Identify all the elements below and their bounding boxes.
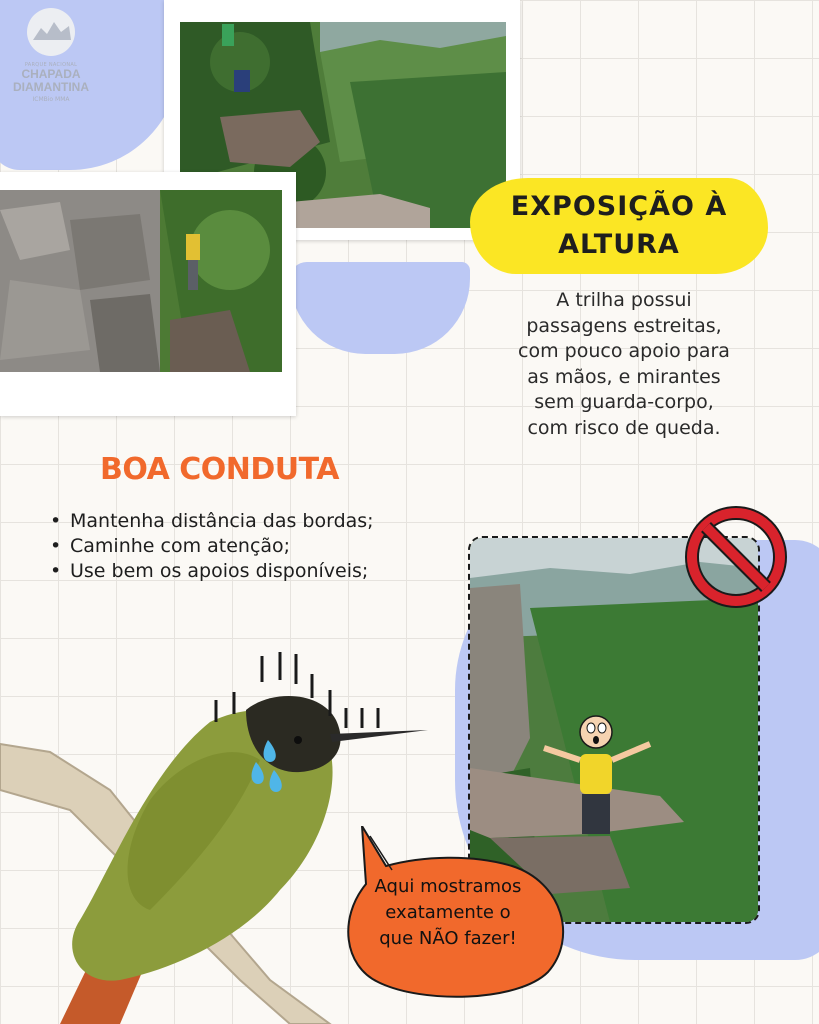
description-text xyxy=(478,288,770,441)
description-line: passagens estreitas, xyxy=(526,314,722,337)
title-line1: EXPOSIÇÃO À xyxy=(510,191,728,222)
description-line: as mãos, e mirantes xyxy=(527,365,721,388)
park-logo xyxy=(6,8,96,103)
title-badge xyxy=(470,178,768,274)
bubble-line: Aqui mostramos xyxy=(374,876,522,897)
title-line2: ALTURA xyxy=(558,229,680,260)
list-item: • Use bem os apoios disponíveis; xyxy=(46,559,426,584)
good-conduct-title: BOA CONDUTA xyxy=(100,452,339,487)
description-line: com risco de queda. xyxy=(527,416,721,439)
photo-rock-trail xyxy=(0,190,282,372)
mountain-logo-icon xyxy=(27,8,75,56)
logo-name-line2: DIAMANTINA xyxy=(13,80,89,94)
good-conduct-list xyxy=(46,509,426,584)
speech-bubble-text xyxy=(342,874,554,952)
bubble-line: exatamente o xyxy=(385,902,511,923)
logo-agency: ICMBio MMA xyxy=(32,96,70,103)
prohibited-icon xyxy=(684,505,788,609)
description-line: sem guarda-corpo, xyxy=(534,391,714,413)
logo-name-line1: CHAPADA xyxy=(21,67,81,81)
description-line: com pouco apoio para xyxy=(518,340,730,362)
bubble-line: que NÃO fazer! xyxy=(379,928,517,949)
logo-small-text: PARQUE NACIONAL xyxy=(24,62,78,68)
list-item: • Caminhe com atenção; xyxy=(46,534,426,559)
description-line: A trilha possui xyxy=(556,289,692,311)
blue-blob-middle xyxy=(290,262,470,354)
list-item: • Mantenha distância das bordas; xyxy=(46,509,426,534)
